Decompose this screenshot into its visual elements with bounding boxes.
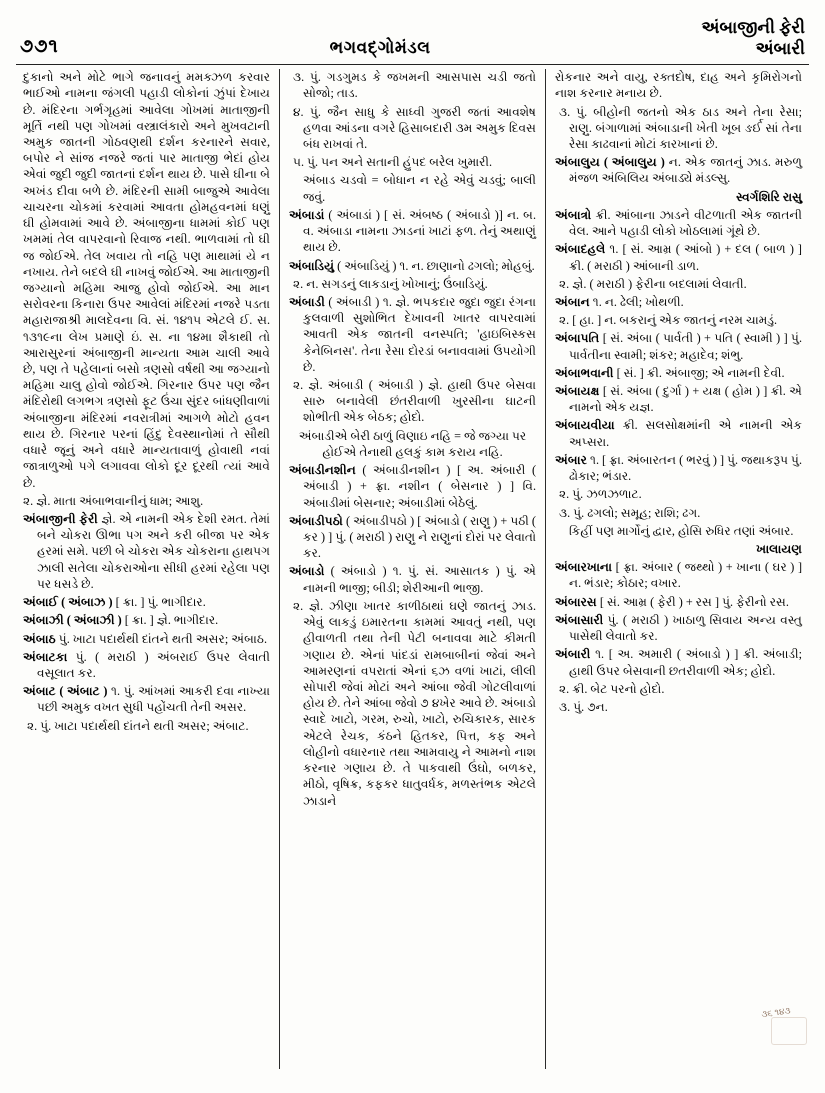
entry-definition: ( અંબાડો ) ૧. પું. સં. આસાતક ) પું. એ નામની ભાજી; બીડી; શેરીઆની ભાજી. — [303, 564, 536, 595]
entry-definition: ૧. [ સં. આમ્ર ( આંબો ) + દલ ( બાળ ) ] ક્રી. ( મરાઠી ) આંબાની ડાળ. — [569, 242, 802, 273]
entry-definition: [ ક્રા. ] પું. ભાગીદાર. — [112, 595, 206, 610]
dictionary-entry — [555, 646, 802, 678]
entry-definition: ( અંબાડીનશીન ) [ અ. અંબારી ( અંબાડી ) + ફ્રા. નશીન ( બેસનાર ) ] વિ. અંબાડીમાં બેસનાર; અંબાડીમાં બેઠેલું. — [303, 463, 536, 510]
headword: અંબાડિયું — [289, 258, 335, 273]
headword: અંબાઠ — [23, 631, 56, 646]
dictionary-entry — [555, 294, 802, 310]
headword: અંબાલુય ( અંબાલુય ) — [555, 155, 665, 170]
entry-definition: ( અંબાડી ) ૧. જ્ઞે. ભપકદાર જુદા જુદા રંગના કુલવાળી સુશોભિત દેખાવની ખાતર વાપરવામાં આવતી એક જાતની વનસ્પતિ; 'હાઇબિસ્કસ કેનેબિનસ'. તેના રેસા દોરડાં બનાવવામાં ઉપયોગી છે. — [303, 294, 536, 374]
headword: અંબાડો — [289, 564, 325, 579]
text-columns — [14, 69, 811, 1069]
dictionary-entry — [23, 683, 270, 715]
headword: અંબાજીની ફેરી — [23, 512, 98, 526]
dictionary-entry — [555, 594, 802, 610]
entry-sense: ૨. પું. ખાટા પદાર્થથી દાંતને થતી અસર; અંબાટ. — [27, 718, 249, 733]
running-head — [14, 18, 811, 62]
entry-sense: ૨. જ્ઞે. ઝીણા ખાતર કાળીઠાથાં ઘણે જાતનું ઝાડ. એવું લાકડું ઇમારતના કામમાં આવતું નથી, પણ હીવાળતી તથા તેની પેટી બનાવવા માટે કીમતી ગણાય છે. એનાં પાંદડાં રામબાબીનાં જેવાં અને આમરણનાં વપરાતાં એનાં ૬ઝ વળાં ખાટાં, લીલી સોપારી જેવાં મોટાં અને આંબા જેવી ગોટલીવાળાં હોય છે. તેને આંબા જેવો ૭ ૪ખેર આવે છે. અંબાડો સ્વાદે ખાટો, ગરમ, રુચો, ખાટો, રુચિકારક, સારક એટલે રેચક, કંઠને હિતકર, પિત્ત, કફ અને લોહીનો વધારનાર તથા આમવાયુ ને આમનો નાશ કરનાર ગણાય છે. તે પાકવાથી ઉંઘો, બળકર, મીઠો, વૃષિક્ર, કફકર ધાતુવર્ધક, મળસ્તંભક એટલે ઝાડાને — [293, 598, 536, 808]
dictionary-entry — [555, 612, 802, 644]
dictionary-entry — [23, 631, 270, 647]
entry-definition: ક્રી. સલસોક્ષમાંની એ નામની એક અપ્સરા. — [569, 418, 802, 449]
entry-sense: ૩. પું. બીહોની જતનો એક ઠાડ અને તેના રેસા; રાણુ. બંગાળામાં અંબાડાની ખેતી ખૂબ ઙર્ઈ સાં તેના રેસા કાઢવાનાં મોટાં કારખાનાં છે. — [559, 104, 802, 151]
entry-definition: ૧. [ ફ્રા. અંબારતન ( ભરવું ) ] પું. જથાકરૂપ પું. ઢોકાર; ભંડાર. — [569, 452, 802, 484]
header-rule — [16, 64, 809, 65]
entry-citation: કિહીં પણ માર્ગોનું દ્વાર, હોસિ રુધિર તણાં અંબાર. — [569, 523, 794, 538]
dictionary-entry — [289, 513, 536, 562]
dictionary-entry — [23, 612, 270, 628]
entry-sense: ૪. પું. જૈન સાધુ કે સાધ્વી ગુજરી જતાં આવશેષ હળવા આંડના વગરે હિસાબદારી ૩મ અમુક દિવસ બંધ રાખવાં તે. — [293, 104, 536, 151]
entry-definition: [ ફ્રા. અંબાર ( જથ્થો ) + ખાના ( ઘર ) ] ન. ભંડાર; કોઠાર; વખાર. — [569, 560, 802, 591]
dictionary-entry — [289, 563, 536, 595]
citation-source: ખાલાયણ — [756, 542, 802, 556]
headword: અંબાસારી — [555, 612, 604, 627]
headword: અંબાયક્ષ — [555, 384, 600, 399]
entry-definition: પું. ( મરાઠી ) અંબરાઈ ઉપર લેવાતી વસૂલાત કર. — [37, 649, 270, 680]
entry-sense: ૫. પું. ૫ન અને સતાની હુંપદ બરેલ ખુમારી. — [293, 155, 492, 170]
entry-definition: જ્ઞે. એ નામની એક દેશી રમત. તેમાં બને ચોકરા ઊભા પગ અને કરી બીજા પર એક હરમાં સમે. પછી બે ચોકરા એક ચોકરાના હાથપગ ઝાલી સતેલા ચોકરાઓના સીધી હરમાં રહેલા ૫ણ પર ધસડે છે. — [37, 512, 271, 591]
entry-definition: ( અંબાડાં ) [ સં. અંબષ્ઠ ( અંબાડો )] ન. બ. વ. અંબાડા નામના ઝાડનાં ખાટાં ફળ. તેનું અથાણું થાય છે. — [303, 207, 536, 255]
page-folio: ૭૭૧ — [20, 36, 59, 58]
entry-definition: ક્રી. આંબાના ઝાડને વીટળાતી એક જાતની વેલ. આને પહાડી લોકો ખોઠલામાં ગૂંથે છે. — [569, 207, 802, 239]
entry-definition: ન. એક જાતનું ઝાડ. મરુળુ મંજળ અંબિલિય અંબાડ્યે મંડલ્સુ. — [569, 155, 802, 186]
entry-definition: [ ક્રા. ] જ્ઞે. ભાગીદાર. — [121, 613, 219, 628]
entry-sense: ૨. [ હા. ] ન. બકરાનું એક જાતનું નરમ ચામડું. — [559, 313, 778, 328]
entry-sense: ૨. પું. ઝળઝળાટ. — [559, 487, 642, 502]
entry-definition: [ સં. અંબા ( દુર્ગા ) + યક્ષ ( હોમ ) ] ક્રી. એ નામનો એક યજ્ઞ. — [569, 384, 802, 415]
entry-definition: ( અંબાડીપઠો ) [ અંબાડો ( રાણુ ) + પઠી ( કર ) ] પું. ( મરાઠી ) રાણુ ને રાણુનાં દોરાં પર લેવાતો કર. — [303, 513, 536, 561]
headword: અંબાઝી ( અંબાઝી ) — [23, 613, 122, 628]
headword: અંબારી — [555, 647, 591, 662]
entry-sense: ૩. પું. ગડગુમડ કે જખમની આસપાસ ચડી જતો સોજો; તાડ. — [293, 70, 536, 101]
headword: અંબાડીપઠો — [289, 513, 343, 528]
dictionary-entry — [555, 207, 802, 239]
entry-sense: ૩. પું. ઢગલો; સમૂહ; રાશિ; ઢગ. — [559, 505, 701, 520]
dictionary-entry — [555, 330, 802, 362]
citation-source: સ્વર્ગશિરિ રાસુ — [736, 189, 802, 204]
headword: અંબારખાના — [555, 560, 613, 575]
dictionary-entry — [289, 207, 536, 256]
entry-text: રોકનાર અને વાયુ, રક્તદોષ, દાહ અને કૃમિરોગનો નાશ કરનાર મનાય છે. — [555, 70, 802, 101]
headword: અંબાર — [555, 452, 587, 467]
headword: અંબાડીનશીન — [289, 463, 356, 478]
catchword-last: અંબારી — [755, 38, 805, 58]
entry-sense: ૨. જ્ઞે. ( મરાઠી ) ફેરીના બદલામાં લેવાતી. — [559, 276, 747, 291]
column-right — [546, 69, 811, 1069]
dictionary-entry — [555, 241, 802, 273]
entry-definition: ૧. પું. આંખમાં આકરી દવા નાખ્યા પછી અમુક વખત સુધી પહોંચતી તેની અસર. — [37, 684, 270, 715]
entry-definition: ૧. ન. ઢેલી; ખોથળી. — [589, 294, 684, 309]
entry-sense: ૨. ક્રી. બેટ પરનો હોદો. — [559, 681, 665, 696]
entry-proverb: અંબાડીએ બેરી ઠાળું વિણાઇ નહિ = જે જગ્યા પર હોઈએ તેનાથી હલકું કામ કરાય નહિ. — [298, 428, 527, 459]
dictionary-entry — [555, 559, 802, 591]
headword: અંબાયવીયા — [555, 418, 615, 433]
entry-text: ૨. જ્ઞે. માતા અંબાભવાનીનું ધામ; આશુ. — [23, 493, 204, 508]
entry-definition: ( અંબાડિયું ) ૧. ન. છાણાનો ઢગલો; મોહબું. — [334, 258, 535, 273]
headword: અંબાદહલે — [555, 242, 606, 257]
dictionary-entry — [289, 294, 536, 375]
column-left — [14, 69, 280, 1069]
headword: અંબાટકા — [23, 649, 68, 664]
headword: અંબાભવાની — [555, 365, 614, 380]
entry-definition: [ સં. અંબા ( પાર્વતી ) + પતિ ( સ્વામી ) ] પું. પાર્વતીના સ્વામી; શંકર; મહાદેવ; શંભુ. — [569, 331, 802, 362]
entry-definition: પું. ખાટા પદાર્થથી દાંતને થતી અસર; અંબાઠ. — [55, 631, 268, 646]
catchword-first: અંબાજીની ફેરી — [701, 18, 805, 37]
dictionary-entry — [289, 462, 536, 511]
dictionary-entry — [555, 417, 802, 449]
headword: અંબારસ — [555, 594, 597, 609]
headword: અંબાડાં — [289, 207, 325, 222]
dictionary-entry — [555, 154, 802, 186]
entry-sense: ૨. જ્ઞે. અંબાડી ( અંબાડી ) જ્ઞે. હાથી ઉપર બેસવા સારુ બનાવેલી છંતરીવાળી ખુરસીના ઘાટની શોભીતી એક બેઠક; હોદો. — [293, 378, 536, 425]
headword: અંબાટ ( અંબાટ ) — [23, 684, 108, 699]
column-center — [280, 69, 546, 1069]
entry-definition: [ સં. ] ક્રી. અંબાજી; એ નામની દેવી. — [613, 365, 785, 380]
dictionary-entry — [555, 383, 802, 415]
dictionary-entry — [289, 258, 536, 274]
headword: અંબાપતિ — [555, 331, 600, 346]
headword: અંબાઈ ( અંબાઝ ) — [23, 595, 113, 610]
head-catchwords — [702, 18, 805, 58]
headword: અંબાન — [555, 294, 590, 309]
margin-handwriting: ૩૬ ૧૪૩ — [760, 1005, 792, 1020]
dictionary-entry — [23, 649, 270, 681]
book-title: ભગવદ્ગોમંડલ — [329, 38, 431, 58]
entry-text: દુકાનો અને મોટે ભાગે જનાવનું મમક્ઝળ કરવાર ભાઈઓ નામના જંગલી પહાડી લોકોનાં ઝુંપાં દેખાય છે. મંદિરના ગર્ભગૃહમાં આવેલા ગોખમાં માતાજીની મૂર્તિ નથી પણ ગોખમાં વસ્ત્રાલંકારો અને મુખવટાની અમુક જાતની ગોઠવણથી દર્શન કરનારને સવાર, બપોર ને સાંજ નજરે જતાં પાર માતાજી ભેદાં હોય એવાં જુદી જુદી જાતનાં દર્શન થાય છે. પાસે ઘીના બે અખંડ દીવા બળે છે. મંદિરની સામી બાજુએ આવેલા ચાચરના ચોકમાં કરવામાં આવતા હોમહવનમાં ધણું ઘી હોમવામાં આવે છે. અંબાજીના ધામમાં કોઈ પણ ખમમાં તેલ વાપરવાનો રિવાજ નથી. ભાળવામાં તો ઘી જ જોઈએ. તેલ ખવાય તો નહિ પણ માથામાં યે ન નખાય. તેને બદલે ઘી નાખવું જોઈએ. આ માતાજીની જગ્યાનો મહિમા આજુ હોવો જોઈએ. આ માન સરોવરના કિનારા ઉપર આવેલાં મંદિરમાં નજરે પડતા મહારાજાશ્રી માલદેવના વિ. સં. ૧૪૧૫ એટલે ઈ. સ. ૧૩૧૯ના લેખ પ્રમાણે ઇં. સ. ના ૧૪મા શૈકાથી તો આરાસુરનાં અંબાજીની માન્યતા આમ ચાલી આવે છે, પણ તે પહેલાનાં બસો ત્રણસો વર્ષથી આ જગ્યાનો મહિમા ચાલુ હોવો જોઈએ. ગિરનાર ઉપર પણ જૈન મંદિરોથી લગભગ ત્રણસો ફૂટ ઉંચા સુંદર બાંધણીવાળાં અંબાજીના મંદિરમાં નવરાત્રીમાં આગળે મોટો હવન થાય છે. ગિરનાર પરનાં હિંદુ દેવસ્થાનોમાં તે સૌથી વધારે જૂનું અને વધારે માન્યતાવાળું હોવાથી નવાં જાત્રાળુઓ પગે લગાવવા લોકો દૂર દૂરથી ત્યાં આવે છે. — [23, 70, 270, 490]
entry-definition: ૧. [ અ. અમારી ( અંબાડો ) ] ક્રી. અંબાડી; હાથી ઉપર બેસવાની છતરીવાળી એક; હોદો. — [569, 647, 802, 678]
dictionary-entry — [555, 365, 802, 381]
entry-sense: ૩. પું. ૭ન. — [559, 699, 608, 714]
entry-definition: પું. ( મરાઠી ) ખાઠાળુ સિવાય અન્ય વસ્તુ પાસેથી લેવાતો કર. — [569, 612, 802, 644]
entry-idiom: અંબાડ ચડવો = બોધાન ન રહે એવું ચડવું; બાલી જવું. — [303, 173, 536, 204]
dictionary-entry — [23, 511, 270, 592]
entry-definition: [ સં. આમ્ર ( ફેરી ) + રસ ] પું. ફેરીનો રસ. — [596, 594, 789, 609]
dictionary-entry — [555, 452, 802, 484]
dictionary-entry — [23, 594, 270, 610]
entry-sense: ૨. ન. સગડનું લાકડાનું ખોખાનું; ઉંબાડિયું. — [293, 276, 488, 291]
headword: અંબાડી — [289, 294, 325, 309]
headword: અંબાત્રો — [555, 207, 592, 222]
